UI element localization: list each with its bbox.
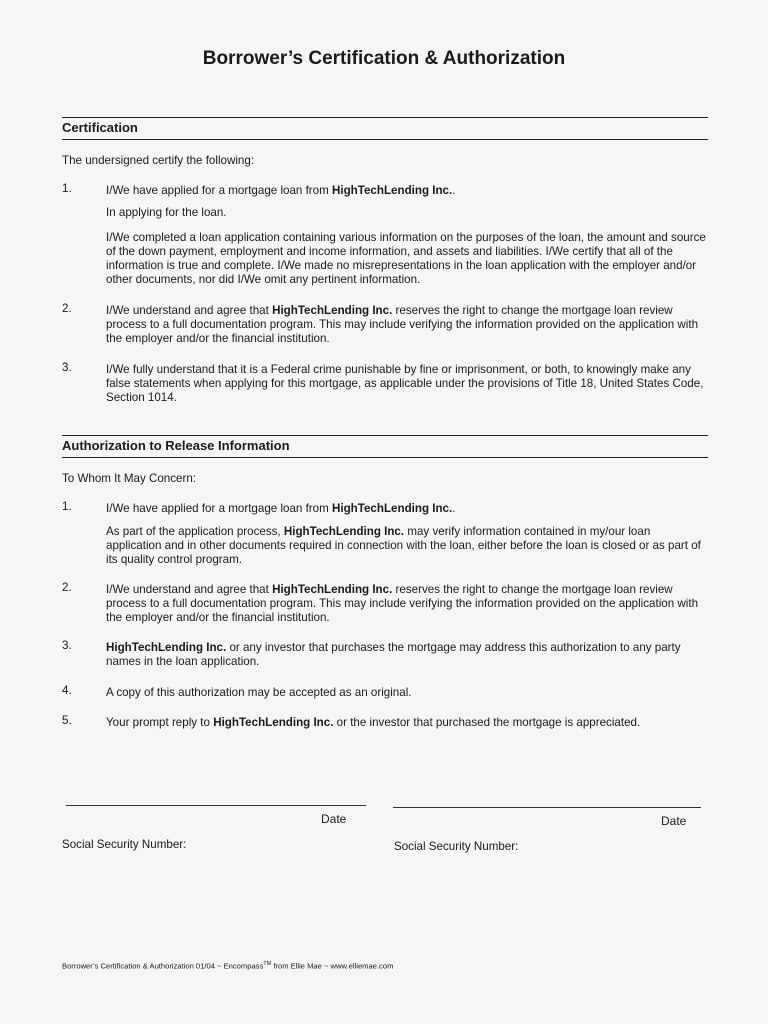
footer-text: Borrower’s Certification & Authorization 01/04 ~ Encompass™ from Ellie Mae ~ www.elliemae.com <box>62 961 394 971</box>
cert-item-1-sub-1: In applying for the loan. <box>106 206 227 219</box>
lender-name: HighTechLending Inc. <box>272 583 393 596</box>
auth-item-5: Your prompt reply to HighTechLending Inc. or the investor that purchased the mortgage is appreciated. <box>106 716 641 729</box>
section-rule-top <box>62 435 708 436</box>
cert-item-1: I/We have applied for a mortgage loan from HighTechLending Inc.. <box>106 184 456 197</box>
ssn-label-borrower: Social Security Number: <box>62 838 187 851</box>
auth-item-4: A copy of this authorization may be accepted as an original. <box>106 686 412 699</box>
signature-line-borrower[interactable] <box>66 805 366 806</box>
page-title: Borrower’s Certification & Authorization <box>202 48 566 69</box>
cert-item-1-sub-2: I/We completed a loan application containing various information on the purposes of the loan, the amount and source of the down payment, employment and income information, and assets and liabilities. I/We certify that all of the information is true and complete. I/We made no misrepresentations in the loan application with the employer and/or other documents, nor did I/We omit any pertinent information. <box>106 231 706 286</box>
cert-item-2: I/We understand and agree that HighTechLending Inc. reserves the right to change the mortgage loan review process to a full documentation program. This may include verifying the information provided on the application with the employer and/or the financial institution. <box>106 304 699 345</box>
authorization-intro: To Whom It May Concern: <box>62 472 197 485</box>
date-label-coborrower: Date <box>661 814 687 828</box>
lender-name: HighTechLending Inc. <box>332 502 453 515</box>
cert-item-3-number: 3. <box>62 361 72 374</box>
section-rule-bottom <box>62 139 708 140</box>
auth-item-3: HighTechLending Inc. or any investor that purchases the mortgage may address this authorization to any party names in the loan application. <box>106 641 681 668</box>
cert-item-3: I/We fully understand that it is a Federal crime punishable by fine or imprisonment, or both, to knowingly make any false statements when applying for this mortgage, as applicable under the provisions of Title 18, United States Code, Section 1014. <box>106 363 704 404</box>
certification-heading: Certification <box>62 120 138 135</box>
ssn-label-coborrower: Social Security Number: <box>394 840 519 853</box>
auth-item-1-sub: As part of the application process, HighTechLending Inc. may verify information contained in my/our loan application and in other documents required in connection with the loan, either before the loan is closed or as part of its quality control program. <box>106 525 701 566</box>
lender-name: HighTechLending Inc. <box>106 641 227 654</box>
cert-item-1-number: 1. <box>62 182 72 195</box>
auth-item-2-number: 2. <box>62 581 72 594</box>
cert-item-2-number: 2. <box>62 302 72 315</box>
section-rule-bottom <box>62 457 708 458</box>
auth-item-1-number: 1. <box>62 500 72 513</box>
auth-item-2: I/We understand and agree that HighTechLending Inc. reserves the right to change the mortgage loan review process to a full documentation program. This may include verifying the information provided on the application with the employer and/or the financial institution. <box>106 583 699 624</box>
certification-intro: The undersigned certify the following: <box>62 154 255 167</box>
lender-name: HighTechLending Inc. <box>283 525 405 538</box>
date-label-borrower: Date <box>321 812 347 826</box>
lender-name: HighTechLending Inc. <box>213 716 334 729</box>
lender-name: HighTechLending Inc. <box>272 304 393 317</box>
lender-name: HighTechLending Inc. <box>332 184 453 197</box>
signature-line-coborrower[interactable] <box>393 807 701 808</box>
auth-item-4-number: 4. <box>62 684 72 697</box>
auth-item-3-number: 3. <box>62 639 72 652</box>
authorization-heading: Authorization to Release Information <box>62 438 290 453</box>
section-rule-top <box>62 117 708 118</box>
auth-item-5-number: 5. <box>62 714 72 727</box>
auth-item-1: I/We have applied for a mortgage loan from HighTechLending Inc.. <box>106 502 456 515</box>
